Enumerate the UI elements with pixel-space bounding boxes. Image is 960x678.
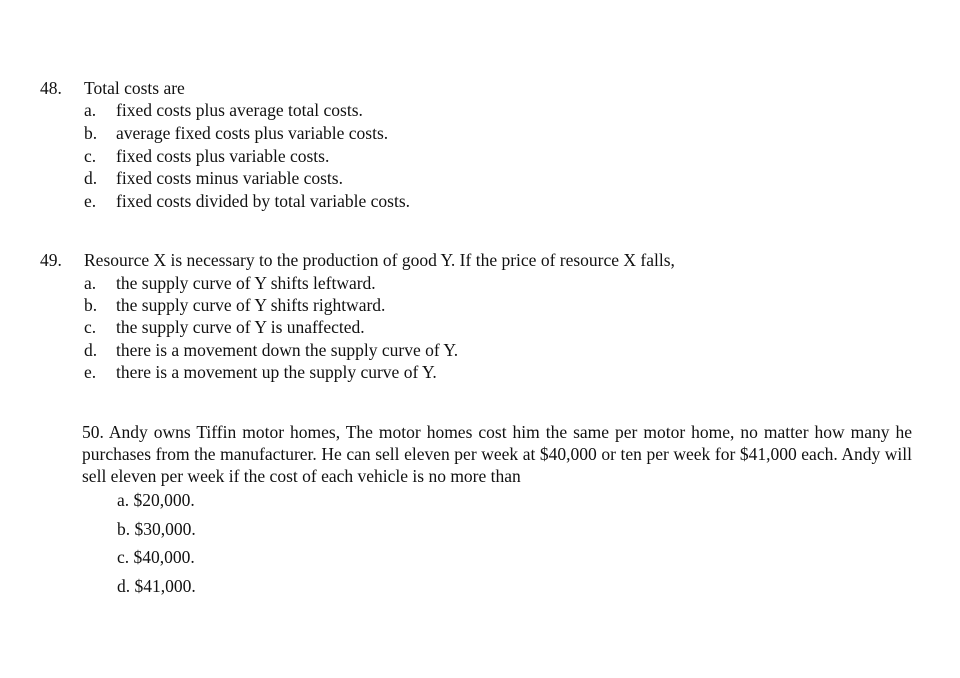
option-letter: e. <box>84 362 97 382</box>
option-letter: b. <box>84 295 98 315</box>
option-letter: a. <box>84 273 97 293</box>
option-text: fixed costs minus variable costs. <box>116 168 343 188</box>
option-a: a. $20,000. <box>117 490 195 510</box>
option-c: c. $40,000. <box>117 547 195 567</box>
question-number: 48. <box>40 78 62 98</box>
option-letter: c. <box>84 317 97 337</box>
option-text: fixed costs plus variable costs. <box>116 146 330 166</box>
option-letter: d. <box>84 168 98 188</box>
question-50-stem: 50. Andy owns Tiffin motor homes, The motor homes cost him the same per motor home, no matter how many he purchases from the manufacturer. He can sell eleven per week at $40,000 or ten per week for $41,000 each. Andy will sell eleven per week if the cost of each vehicle is no more than <box>82 422 912 486</box>
option-text: fixed costs plus average total costs. <box>116 100 363 120</box>
question-text: Resource X is necessary to the production of good Y. If the price of resource X falls, <box>84 250 675 270</box>
option-text: the supply curve of Y is unaffected. <box>116 317 365 337</box>
option-d: d. $41,000. <box>117 576 196 596</box>
option-text: fixed costs divided by total variable costs. <box>116 191 411 211</box>
question-number: 49. <box>40 250 62 270</box>
option-text: there is a movement down the supply curve of Y. <box>116 340 459 360</box>
option-text: average fixed costs plus variable costs. <box>116 123 389 143</box>
option-text: there is a movement up the supply curve of Y. <box>116 362 437 382</box>
option-letter: a. <box>84 100 97 120</box>
option-b: b. $30,000. <box>117 519 196 539</box>
question-text: Total costs are <box>84 78 185 98</box>
option-text: the supply curve of Y shifts rightward. <box>116 295 386 315</box>
option-letter: e. <box>84 191 97 211</box>
option-letter: d. <box>84 340 98 360</box>
option-letter: c. <box>84 146 97 166</box>
option-text: the supply curve of Y shifts leftward. <box>116 273 376 293</box>
option-letter: b. <box>84 123 98 143</box>
